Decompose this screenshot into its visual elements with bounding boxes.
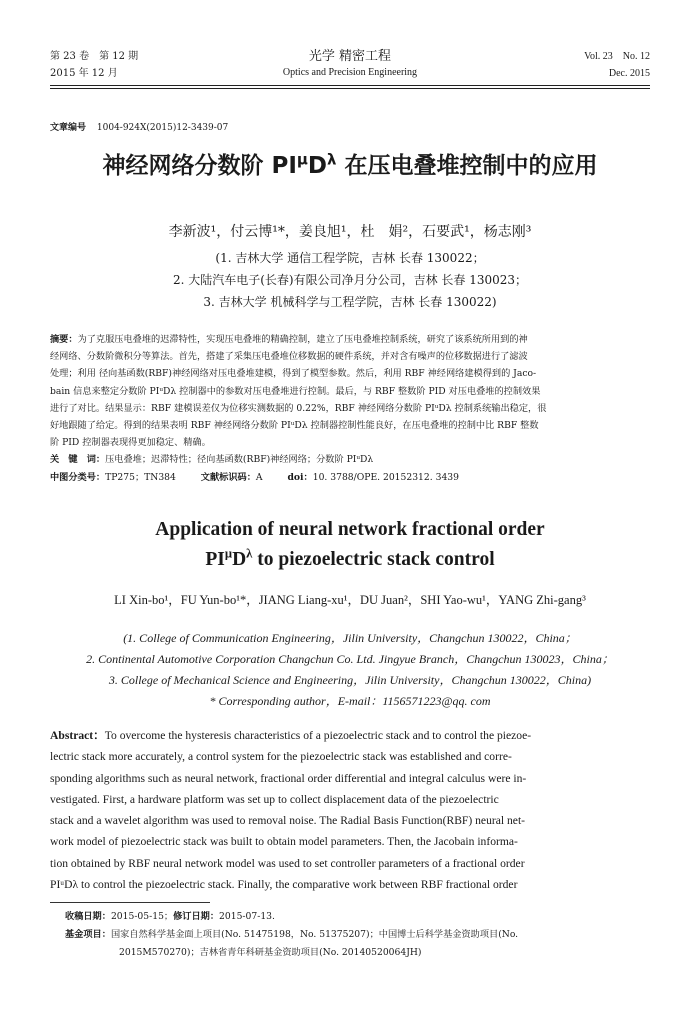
abstract-en-line-2: lectric stack more accurately, a control system for the piezoelectric stack was established and corre- [50, 750, 512, 764]
article-id-value: 1004-924X(2015)12-3439-07 [96, 123, 229, 133]
header-rule-2 [50, 88, 650, 89]
abstract-cn-line-2: 经网络、分数阶微积分等算法。首先，搭建了采集压电叠堆位移数据的硬件系统，并对含有噪声的位移数据进行了滤波 [50, 351, 528, 363]
keywords-cn [50, 451, 650, 468]
journal-name-cn: 光学 精密工程 [308, 49, 392, 64]
title-cn [0, 150, 700, 182]
doi-value: 10. 3788/OPE. 20152312. 3439 [312, 471, 459, 483]
clc-label: 中图分类号： [50, 471, 106, 483]
issue-date: 2015 年 12 月 [50, 68, 118, 79]
abstract-en-label: Abstract： [50, 729, 105, 742]
abstract-cn [50, 331, 650, 486]
keywords-cn-value: 压电叠堆；迟滞特性；径向基函数(RBF)神经网络；分数阶 PIᵘDλ [105, 454, 374, 466]
affiliation-en-3: 3. College of Mechanical Science and Engineering，Jilin University，Changchun 130022，China) [108, 673, 592, 687]
doc-code-label: 文献标识码： [200, 471, 256, 483]
abstract-en-line-1: Abstract：To overcome the hysteresis characteristics of a piezoelectric stack and to control the piezoe- [50, 729, 532, 742]
volume-issue: 第 23 卷 第 12 期 [50, 51, 139, 62]
classification-line [50, 469, 650, 486]
abstract-en-line-4: vestigated. First, a hardware platform was set up to collect displacement data of the piezoelectric [50, 792, 499, 806]
header-rule-1 [50, 85, 650, 86]
funding-line-2: 2015M570270)；吉林省青年科研基金资助项目(No. 20140520064JH) [119, 947, 422, 958]
abstract-cn-line-4: bain 信息来整定分数阶 PIᵘDλ 控制器中的参数对压电叠堆进行控制。最后，与 RBF 整数阶 PID 对压电叠堆的控制效果 [50, 385, 541, 397]
title-en-sup-lambda: λ [246, 546, 253, 561]
vol-no: Vol. 23 No. 12 [584, 51, 650, 62]
abstract-en [50, 725, 650, 895]
funding-label: 基金项目： [65, 929, 111, 940]
abstract-en-line-7: tion obtained by RBF neural network model was used to set controller parameters of a fractional order [50, 856, 525, 870]
title-cn-d: D [307, 153, 328, 179]
doc-code-value: A [255, 471, 263, 483]
article-id-label: 文章编号 [50, 123, 87, 133]
revised-value: 2015-07-13. [219, 911, 275, 922]
received-label: 收稿日期： [65, 911, 111, 922]
title-cn-pre: 神经网络分数阶 PI [102, 153, 297, 179]
title-en [0, 515, 700, 575]
article-id [50, 120, 228, 133]
doi-label: doi： [287, 471, 313, 483]
keywords-cn-label: 关 键 词： [50, 454, 106, 466]
abstract-cn-line-5: 进行了对比。结果显示：RBF 建模误差仅为位移实测数据的 0.22%，RBF 神经网络分数阶 PIᵘDλ 控制系统输出稳定，很 [50, 402, 547, 414]
title-cn-sup-lambda: λ [327, 150, 337, 169]
title-en-sup-mu: μ [224, 546, 233, 561]
affiliations-en [0, 628, 700, 712]
affiliation-cn-3: 3. 吉林大学 机械科学与工程学院，吉林 长春 130022) [203, 295, 497, 309]
authors-cn: 李新波¹，付云博¹*，姜良旭¹，杜 娟²，石要武¹，杨志刚³ [168, 224, 532, 240]
footnotes [65, 908, 650, 962]
funding-line-1 [65, 926, 650, 944]
title-cn-post: 在压电叠堆控制中的应用 [336, 153, 598, 179]
footnote-rule [50, 902, 210, 903]
received-value: 2015-05-15； [110, 911, 174, 922]
affiliations-cn [0, 247, 700, 313]
funding-value-1: 国家自然科学基金面上项目(No. 51475198，No. 51375207)；中国博士后科学基金资助项目(No. [110, 929, 519, 940]
received-dates [65, 908, 650, 926]
abstract-cn-label: 摘要： [50, 334, 78, 345]
revised-label: 修订日期： [173, 911, 220, 922]
abstract-cn-line-7: 阶 PID 控制器表现得更加稳定、精确。 [50, 437, 211, 449]
abstract-en-line-5: stack and a wavelet algorithm was used to removal noise. The Radial Basis Function(RBF) neural net- [50, 814, 526, 828]
date-en: Dec. 2015 [608, 68, 650, 79]
header-center [200, 48, 500, 80]
header-left [50, 50, 138, 81]
affiliation-en-2: 2. Continental Automotive Corporation Changchun Co. Ltd. Jingyue Branch，Changchun 130023，China； [86, 652, 614, 666]
clc-value: TP275；TN384 [105, 471, 176, 483]
journal-name-en: Optics and Precision Engineering [282, 67, 418, 78]
title-en-line-2: $PI^\mu D^\lambda$ to piezoelectric stack control [205, 546, 495, 570]
abstract-cn-line-1: 摘要：为了克服压电叠堆的迟滞特性，实现压电叠堆的精确控制，建立了压电叠堆控制系统，研究了该系统所用到的神 [50, 334, 528, 345]
abstract-cn-line-3: 处理；利用 径向基函数(RBF)神经网络对压电叠堆建模，得到了模型参数。然后，利用 RBF 神经网络建模得到的 Jaco- [50, 368, 537, 380]
abstract-en-line-8: PIᵘDλ to control the piezoelectric stack. Finally, the comparative work between RBF fractional order [50, 878, 518, 892]
corresponding-author: * Corresponding author，E-mail：1156571223@qq. com [209, 694, 491, 708]
header-right [584, 50, 650, 81]
abstract-cn-line-6: 好地跟随了给定。得到的结果表明 RBF 神经网络分数阶 PIᵘDλ 控制器控制性能良好，在压电叠堆的控制中比 RBF 整数 [50, 420, 539, 432]
affiliation-en-1: (1. College of Communication Engineering，Jilin University，Changchun 130022，China； [123, 631, 577, 645]
abstract-en-line-3: sponding algorithms such as neural network, fractional order differential and integral calculus were in- [50, 771, 527, 785]
title-en-line-1: Application of neural network fractional order [155, 519, 545, 540]
abstract-en-line-6: work model of piezoelectric stack was built to obtain model parameters. Then, the Jacobain informa- [50, 835, 518, 849]
affiliation-cn-1: (1. 吉林大学 通信工程学院，吉林 长春 130022； [215, 251, 485, 265]
authors-en: LI Xin-bo¹，FU Yun-bo¹*，JIANG Liang-xu¹，DU Juan²，SHI Yao-wu¹，YANG Zhi-gang³ [114, 593, 586, 607]
affiliation-cn-2: 2. 大陆汽车电子(长春)有限公司净月分公司，吉林 长春 130023； [172, 273, 528, 287]
title-cn-sup-mu: μ [296, 150, 308, 169]
